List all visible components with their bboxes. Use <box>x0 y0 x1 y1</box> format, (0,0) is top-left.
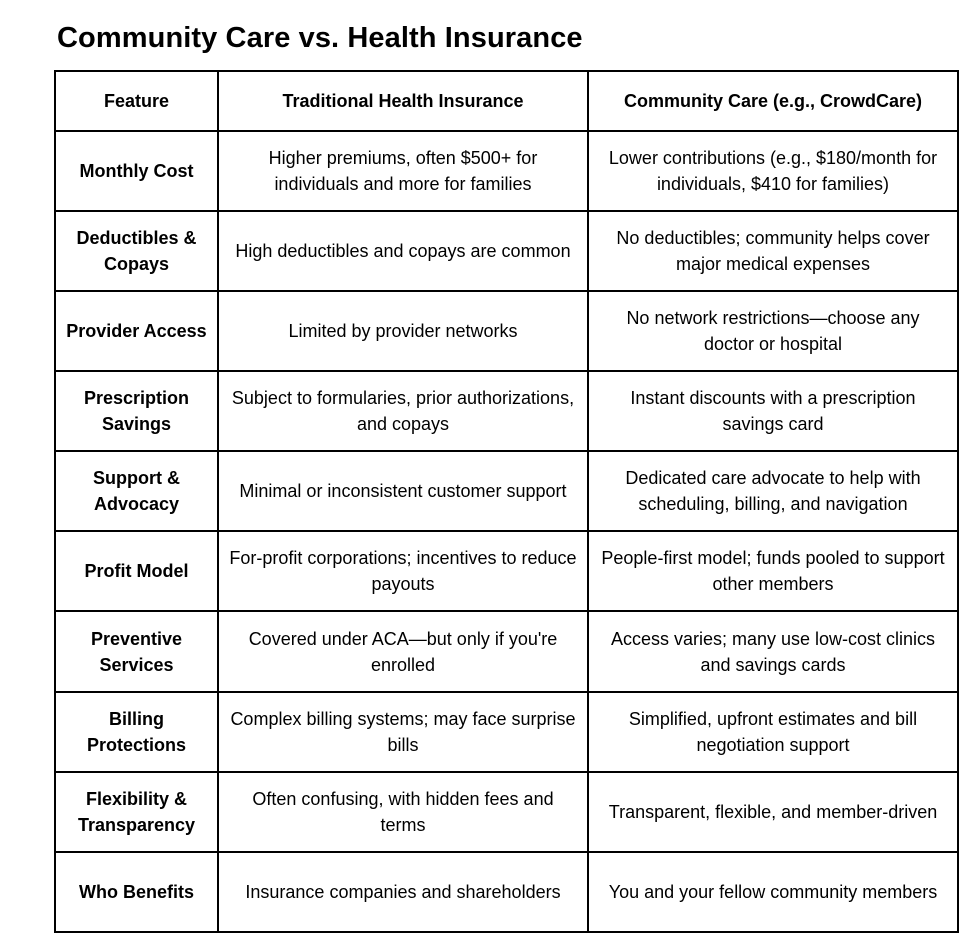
table-row <box>55 211 958 291</box>
community-cell: Lower contributions (e.g., $180/month for individuals, $410 for families) <box>588 131 958 211</box>
community-cell: People-first model; funds pooled to support other members <box>588 531 958 611</box>
traditional-cell: Subject to formularies, prior authorizations, and copays <box>218 371 588 451</box>
traditional-cell: Insurance companies and shareholders <box>218 852 588 932</box>
table-row <box>55 531 958 611</box>
traditional-cell: Complex billing systems; may face surprise bills <box>218 692 588 772</box>
traditional-cell: For-profit corporations; incentives to reduce payouts <box>218 531 588 611</box>
community-cell: Simplified, upfront estimates and bill negotiation support <box>588 692 958 772</box>
page-title: Community Care vs. Health Insurance <box>57 22 583 54</box>
feature-cell: Preventive Services <box>55 611 218 692</box>
header-feature: Feature <box>55 71 218 131</box>
table-row <box>55 692 958 772</box>
traditional-cell: Often confusing, with hidden fees and terms <box>218 772 588 852</box>
community-cell: Dedicated care advocate to help with scheduling, billing, and navigation <box>588 451 958 531</box>
traditional-cell: Limited by provider networks <box>218 291 588 371</box>
table-row <box>55 291 958 371</box>
feature-cell: Provider Access <box>55 291 218 371</box>
traditional-cell: Minimal or inconsistent customer support <box>218 451 588 531</box>
feature-cell: Billing Protections <box>55 692 218 772</box>
table-row <box>55 371 958 451</box>
feature-cell: Monthly Cost <box>55 131 218 211</box>
feature-cell: Deductibles & Copays <box>55 211 218 291</box>
table-row <box>55 131 958 211</box>
table-row <box>55 611 958 692</box>
feature-cell: Support & Advocacy <box>55 451 218 531</box>
header-traditional: Traditional Health Insurance <box>218 71 588 131</box>
community-cell: No network restrictions—choose any doctor or hospital <box>588 291 958 371</box>
community-cell: Instant discounts with a prescription savings card <box>588 371 958 451</box>
traditional-cell: High deductibles and copays are common <box>218 211 588 291</box>
header-community: Community Care (e.g., CrowdCare) <box>588 71 958 131</box>
feature-cell: Who Benefits <box>55 852 218 932</box>
traditional-cell: Higher premiums, often $500+ for individuals and more for families <box>218 131 588 211</box>
community-cell: You and your fellow community members <box>588 852 958 932</box>
table-row <box>55 852 958 932</box>
table-row <box>55 772 958 852</box>
community-cell: No deductibles; community helps cover major medical expenses <box>588 211 958 291</box>
community-cell: Access varies; many use low-cost clinics and savings cards <box>588 611 958 692</box>
feature-cell: Prescription Savings <box>55 371 218 451</box>
feature-cell: Profit Model <box>55 531 218 611</box>
traditional-cell: Covered under ACA—but only if you're enrolled <box>218 611 588 692</box>
community-cell: Transparent, flexible, and member-driven <box>588 772 958 852</box>
table-row <box>55 451 958 531</box>
feature-cell: Flexibility & Transparency <box>55 772 218 852</box>
table-header-row <box>55 71 958 131</box>
comparison-table <box>54 70 959 933</box>
